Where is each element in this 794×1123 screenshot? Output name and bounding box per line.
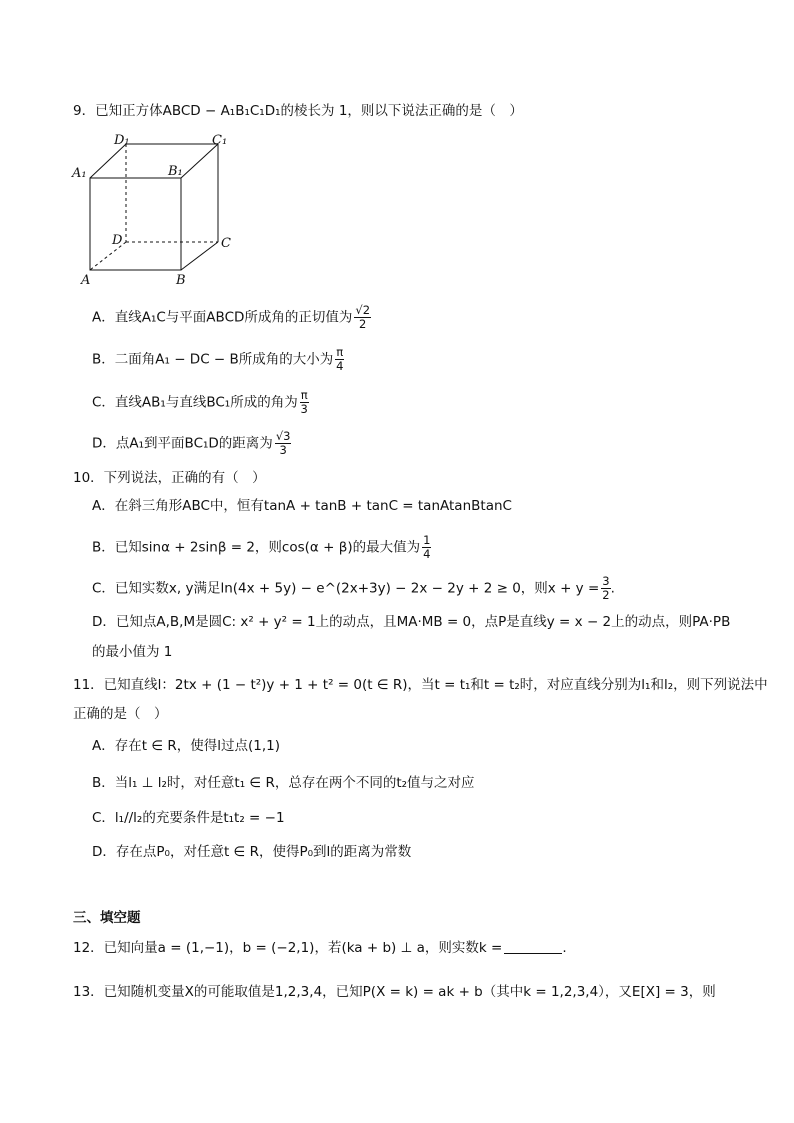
q9-stem: 9．已知正方体ABCD − A₁B₁C₁D₁的棱长为 1，则以下说法正确的是（ ）: [73, 103, 523, 119]
q9-option-c: C．直线AB₁与直线BC₁所成的角为 $\frac{\pi}{3}$: [92, 388, 308, 416]
fraction: $\frac{\pi}{4}$: [336, 345, 344, 373]
q10-option-d: D．已知点A,B,M是圆C: x² + y² = 1上的动点，且MA·MB = 0，点P是直线y = x − 2上的动点，则PA·PB: [92, 614, 731, 630]
edge-A1D1: [90, 144, 126, 178]
q13: 13．已知随机变量X的可能取值是1,2,3,4，已知P(X = k) = ak + b（其中k = 1,2,3,4），又E[X] = 3，则: [73, 984, 716, 1000]
label-C1: C₁: [212, 133, 228, 148]
q11-stem: 11．已知直线l：2tx + (1 − t²)y + 1 + t² = 0(t ∈ R)，当t = t₁和t = t₂时，对应直线分别为l₁和l₂，则下列说法中: [73, 677, 768, 693]
fraction: $\frac{√3}{3}$: [275, 429, 291, 457]
label-A1: A₁: [72, 166, 87, 181]
answer-blank[interactable]: [504, 939, 562, 954]
q10-option-c: C．已知实数x, y满足ln(4x + 5y) − e^(2x+3y) − 2x − 2y + 2 ≥ 0，则x + y = $\frac{3}{2}$ .: [92, 574, 615, 602]
q10-option-d-cont: 的最小值为 1: [92, 644, 173, 660]
edge-B1C1: [181, 144, 218, 178]
label-B: B: [176, 273, 186, 288]
fraction: $\frac{3}{2}$: [602, 574, 610, 602]
q10-option-b: B．已知sinα + 2sinβ = 2，则cos(α + β)的最大值为 $\frac{1}{4}$: [92, 533, 431, 561]
section-heading: 三、填空题: [73, 910, 141, 926]
q9-option-b: B．二面角A₁ − DC − B所成角的大小为 $\frac{\pi}{4}$: [92, 345, 344, 373]
label-D: D: [112, 233, 123, 248]
fraction: $\frac{√2}{2}$: [355, 303, 371, 331]
label-C: C: [221, 236, 231, 251]
q11-stem-cont: 正确的是（ ）: [73, 706, 168, 722]
label-D1: D₁: [114, 133, 130, 148]
q11-option-a: A．存在t ∈ R，使得l过点(1,1): [92, 738, 281, 754]
q10-stem: 10．下列说法，正确的有（ ）: [73, 470, 266, 486]
cube-figure: [70, 132, 240, 290]
front-face: [90, 178, 181, 270]
q12: 12．已知向量a = (1,−1)，b = (−2,1)，若(ka + b) ⊥ a，则实数k = .: [73, 940, 567, 956]
q11-option-c: C．l₁//l₂的充要条件是t₁t₂ = −1: [92, 810, 285, 826]
fraction: $\frac{1}{4}$: [423, 533, 431, 561]
fraction: $\frac{\pi}{3}$: [300, 388, 308, 416]
q9-option-a: A．直线A₁C与平面ABCD所成角的正切值为 $\frac{√2}{2}$: [92, 303, 371, 331]
q9-option-d: D．点A₁到平面BC₁D的距离为 $\frac{√3}{3}$: [92, 429, 291, 457]
edge-BC: [181, 242, 218, 270]
q11-option-d: D．存在点P₀，对任意t ∈ R，使得P₀到l的距离为常数: [92, 844, 412, 860]
q10-option-a: A．在斜三角形ABC中，恒有tanA + tanB + tanC = tanAtanBtanC: [92, 498, 512, 514]
q11-option-b: B．当l₁ ⊥ l₂时，对任意t₁ ∈ R，总存在两个不同的t₂值与之对应: [92, 775, 475, 791]
label-A: A: [81, 273, 91, 288]
label-B1: B₁: [168, 164, 183, 179]
